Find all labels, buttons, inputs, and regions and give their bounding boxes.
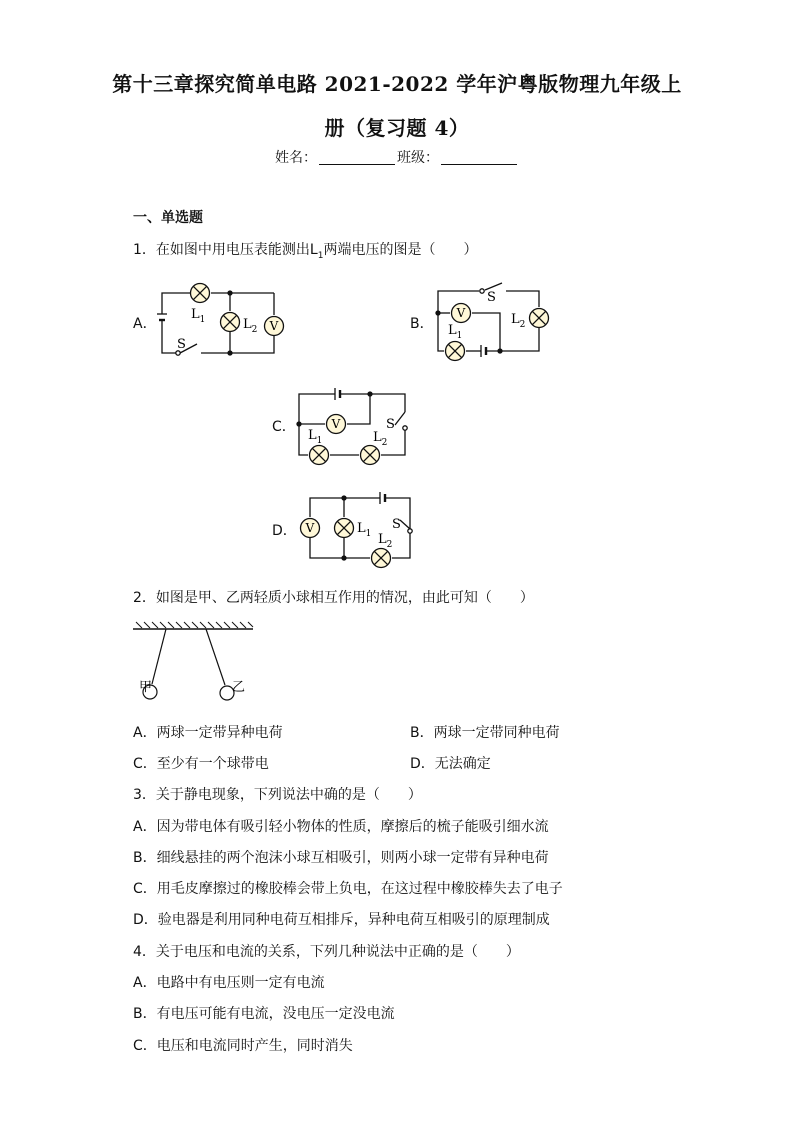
lamp-icon	[446, 342, 465, 361]
q1-option-d-label[interactable]: D．	[272, 523, 297, 539]
q3-option-d[interactable]: D．验电器是利用同种电荷互相排斥，异种电荷互相吸引的原理制成	[133, 912, 550, 928]
svg-text:V: V	[305, 521, 315, 535]
q2-option-a[interactable]: A．两球一定带异种电荷	[133, 725, 283, 741]
svg-text:V: V	[456, 306, 466, 320]
question-1-stem: 1．在如图中用电压表能测出$L_1$两端电压的图是（ ）	[133, 242, 478, 261]
svg-text:L2: $L_2$	[378, 532, 393, 550]
svg-text:L2: $L_2$	[373, 430, 388, 448]
svg-text:L1: $L_1$	[448, 323, 463, 341]
svg-text:S: S	[392, 517, 401, 532]
section-heading: 一、单选题	[133, 210, 203, 226]
ball-jia-label: 甲	[139, 680, 153, 695]
lamp-icon	[530, 309, 549, 328]
svg-text:L1: $L_1$	[308, 428, 323, 446]
lamp-icon	[221, 313, 240, 332]
svg-text:S: S	[177, 337, 186, 352]
lamp-icon	[335, 519, 354, 538]
page-title-line2: 册（复习题 4）	[324, 116, 470, 140]
svg-text:L1: $L_1$	[357, 521, 372, 539]
question-2-stem: 2．如图是甲、乙两轻质小球相互作用的情况，由此可知（ ）	[133, 590, 534, 606]
lamp-icon	[310, 446, 329, 465]
q3-option-c[interactable]: C．用毛皮摩擦过的橡胶棒会带上负电，在这过程中橡胶棒失去了电子	[133, 881, 563, 897]
q3-option-a[interactable]: A．因为带电体有吸引轻小物体的性质，摩擦后的梳子能吸引细水流	[133, 819, 549, 835]
circuit-diagram-a	[157, 291, 274, 355]
q2-option-c[interactable]: C．至少有一个球带电	[133, 756, 269, 772]
svg-text:L2: $L_2$	[243, 317, 258, 335]
q4-option-a[interactable]: A．电路中有电压则一定有电流	[133, 975, 325, 991]
q1-option-a-label[interactable]: A．	[133, 316, 157, 332]
svg-text:L2: $L_2$	[511, 312, 526, 330]
q1-option-c-label[interactable]: C．	[272, 419, 296, 435]
name-label: 姓名：	[275, 150, 317, 166]
q4-option-c[interactable]: C．电压和电流同时产生，同时消失	[133, 1038, 353, 1054]
lamp-icon	[361, 446, 380, 465]
ball-yi-label: 乙	[232, 680, 246, 695]
q4-option-b[interactable]: B．有电压可能有电流，没电压一定没电流	[133, 1006, 395, 1022]
svg-text:L1: $L_1$	[191, 307, 206, 325]
class-label: 班级：	[397, 150, 439, 166]
svg-text:V: V	[331, 417, 341, 431]
svg-text:S: S	[386, 417, 395, 432]
q2-option-d[interactable]: D．无法确定	[410, 756, 491, 772]
question-4-stem: 4．关于电压和电流的关系，下列几种说法中正确的是（ ）	[133, 944, 520, 960]
voltmeter-label: V	[269, 319, 279, 333]
question-3-stem: 3．关于静电现象，下列说法中确的是（ ）	[133, 787, 422, 803]
q3-option-b[interactable]: B．细线悬挂的两个泡沫小球互相吸引，则两小球一定带有异种电荷	[133, 850, 549, 866]
lamp-icon	[372, 549, 391, 568]
page-title-line1: 第十三章探究简单电路 2021-2022 学年沪粤版物理九年级上	[112, 72, 682, 96]
lamp-icon	[191, 284, 210, 303]
q1-option-b-label[interactable]: B．	[410, 316, 434, 332]
svg-text:S: S	[487, 290, 496, 305]
q2-option-b[interactable]: B．两球一定带同种电荷	[410, 725, 560, 741]
